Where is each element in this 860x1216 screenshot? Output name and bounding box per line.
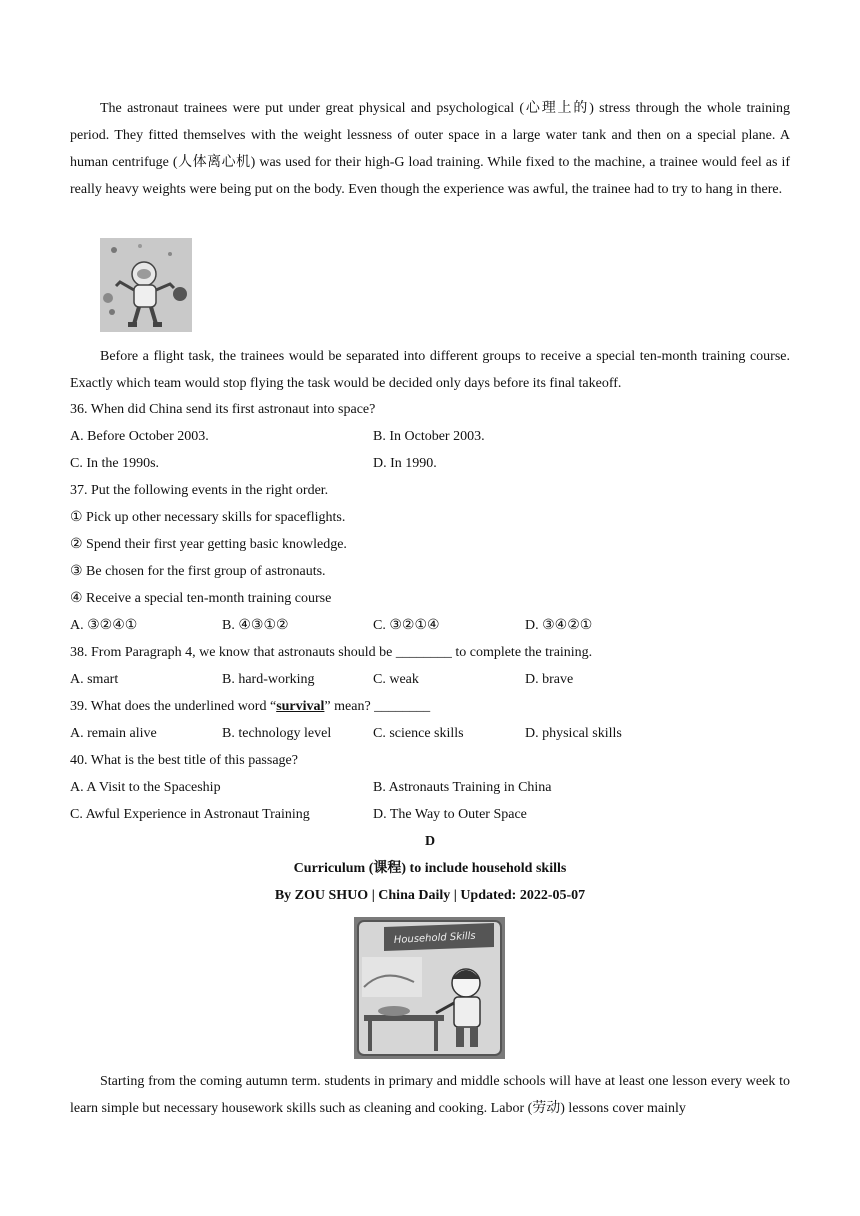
q38-option-b: B. hard-working: [222, 672, 315, 687]
q38-option-a: A. smart: [70, 672, 119, 687]
household-skills-image: [354, 917, 505, 1059]
q38-option-c: C. weak: [373, 672, 419, 687]
q40-option-b: B. Astronauts Training in China: [373, 780, 552, 795]
image-banner-text: Household Skills: [393, 930, 476, 946]
q36-option-b: B. In October 2003.: [373, 429, 485, 444]
q36-option-d: D. In 1990.: [373, 456, 437, 471]
question-39-stem: [70, 697, 430, 717]
question-40-stem: 40. What is the best title of this passage?: [70, 753, 298, 768]
section-letter: D: [424, 834, 436, 849]
q37-option-a: A. ③②④①: [70, 618, 138, 633]
q39-stem-after: ” mean? ________: [324, 699, 431, 714]
q37-event-1: ① Pick up other necessary skills for spaceflights.: [70, 510, 346, 525]
passage-c-paragraph-2: Before a flight task, the trainees would be separated into different groups to receive a special ten-month training course. Exactly which team would stop flying the task would be decided only days before its final takeoff.: [70, 349, 790, 391]
article-title: Curriculum (课程) to include household skills: [293, 861, 567, 876]
q40-option-a: A. A Visit to the Spaceship: [70, 780, 221, 795]
question-38-stem: 38. From Paragraph 4, we know that astronauts should be ________ to complete the training.: [70, 645, 593, 660]
astronaut-image: [100, 238, 192, 332]
q38-option-d: D. brave: [525, 672, 574, 687]
q39-option-b: B. technology level: [222, 726, 332, 741]
q37-option-b: B. ④③①②: [222, 618, 289, 633]
q37-event-4: ④ Receive a special ten-month training course: [70, 591, 332, 606]
passage-d-paragraph-1: Starting from the coming autumn term. students in primary and middle schools will have at least one lesson every week to learn simple but necessary housework skills such as cleaning and cooking. Labor (劳动) lessons cover mainly: [70, 1074, 790, 1116]
article-byline: By ZOU SHUO | China Daily | Updated: 2022-05-07: [274, 888, 586, 903]
q39-option-c: C. science skills: [373, 726, 464, 741]
q36-option-c: C. In the 1990s.: [70, 456, 160, 471]
q36-option-a: A. Before October 2003.: [70, 429, 209, 444]
q37-option-d: D. ③④②①: [525, 618, 593, 633]
question-37-stem: 37. Put the following events in the right order.: [70, 483, 329, 498]
q37-option-c: C. ③②①④: [373, 618, 440, 633]
q37-event-3: ③ Be chosen for the first group of astronauts.: [70, 564, 326, 579]
q39-option-a: A. remain alive: [70, 726, 157, 741]
q37-event-2: ② Spend their first year getting basic knowledge.: [70, 537, 347, 552]
q40-option-d: D. The Way to Outer Space: [373, 807, 527, 822]
q39-stem-before: 39. What does the underlined word “: [70, 699, 277, 714]
passage-c-paragraph-1: The astronaut trainees were put under great physical and psychological (心理上的) stress through the whole training period. They fitted themselves with the weight lessness of outer space in a large water tank and then on a special plane. A human centrifuge (人体离心机) was used for their high-G load training. While fixed to the machine, a trainee would feel as if really heavy weights were being put on the body. Even though the experience was awful, the trainee had to try to hang in there.: [70, 101, 790, 197]
question-36-stem: 36. When did China send its first astronaut into space?: [70, 402, 376, 417]
q39-underlined-word: survival: [276, 699, 325, 714]
q40-option-c: C. Awful Experience in Astronaut Training: [70, 807, 310, 822]
q39-option-d: D. physical skills: [525, 726, 622, 741]
